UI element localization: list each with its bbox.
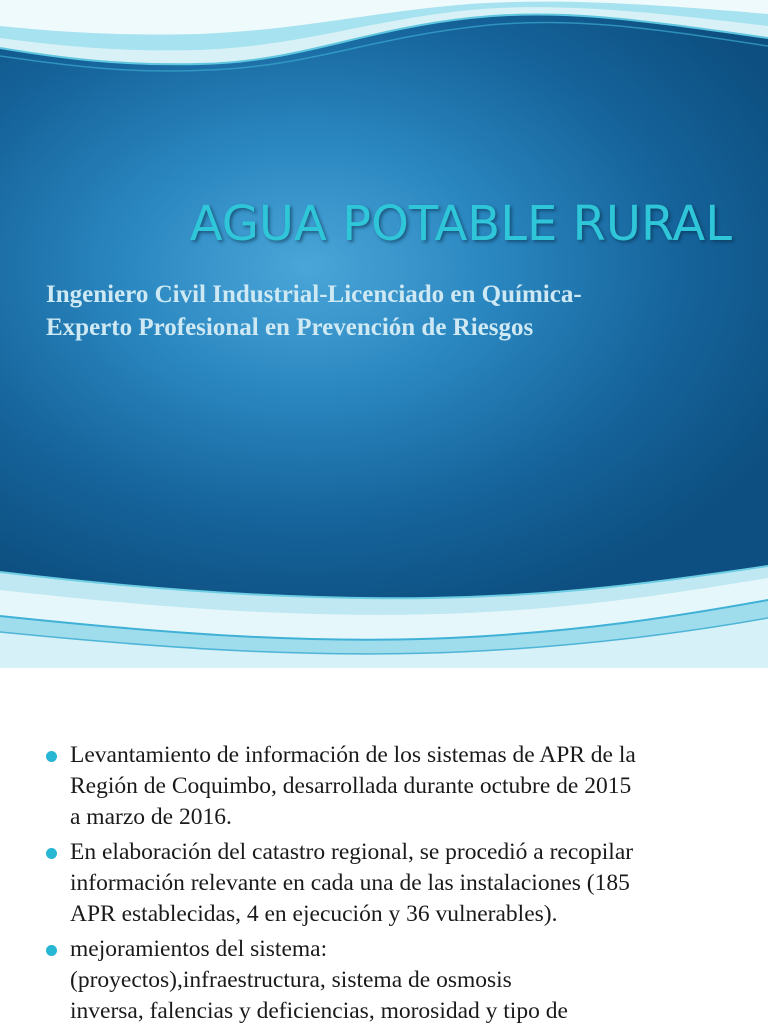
bullet-text-line: a marzo de 2016.: [70, 804, 232, 830]
content-slide: [0, 668, 768, 1024]
bullet-text-line: (proyectos),infraestructura, sistema de osmosis: [70, 967, 512, 993]
subtitle-line: Experto Profesional en Prevención de Riesgos: [46, 314, 534, 341]
subtitle: [46, 278, 746, 344]
bottom-wave-decoration: [0, 560, 768, 668]
bullet-text-line: Región de Coquimbo, desarrollada durante octubre de 2015: [70, 773, 632, 799]
bullet-text-line: APR establecidas, 4 en ejecución y 36 vulnerables).: [70, 901, 558, 927]
bullet-icon: [46, 751, 57, 762]
bullet-icon: [46, 945, 57, 956]
bullet-list: [46, 740, 736, 1024]
main-title: AGUA POTABLE RURAL: [189, 196, 732, 252]
bullet-text-line: En elaboración del catastro regional, se procedió a recopilar: [70, 839, 634, 865]
top-wave-decoration: [0, 0, 768, 90]
bullet-text-line: Levantamiento de información de los sistemas de APR de la: [70, 742, 636, 768]
list-item: [46, 740, 736, 833]
bullet-text-line: información relevante en cada una de las instalaciones (185: [70, 870, 630, 896]
list-item: [46, 837, 736, 930]
bullet-text-line: mejoramientos del sistema:: [70, 936, 328, 962]
bullet-text-line: inversa, falencias y deficiencias, morosidad y tipo de: [70, 998, 568, 1024]
subtitle-line: Ingeniero Civil Industrial-Licenciado en Química-: [46, 281, 582, 308]
list-item: [46, 934, 736, 1024]
bullet-icon: [46, 848, 57, 859]
